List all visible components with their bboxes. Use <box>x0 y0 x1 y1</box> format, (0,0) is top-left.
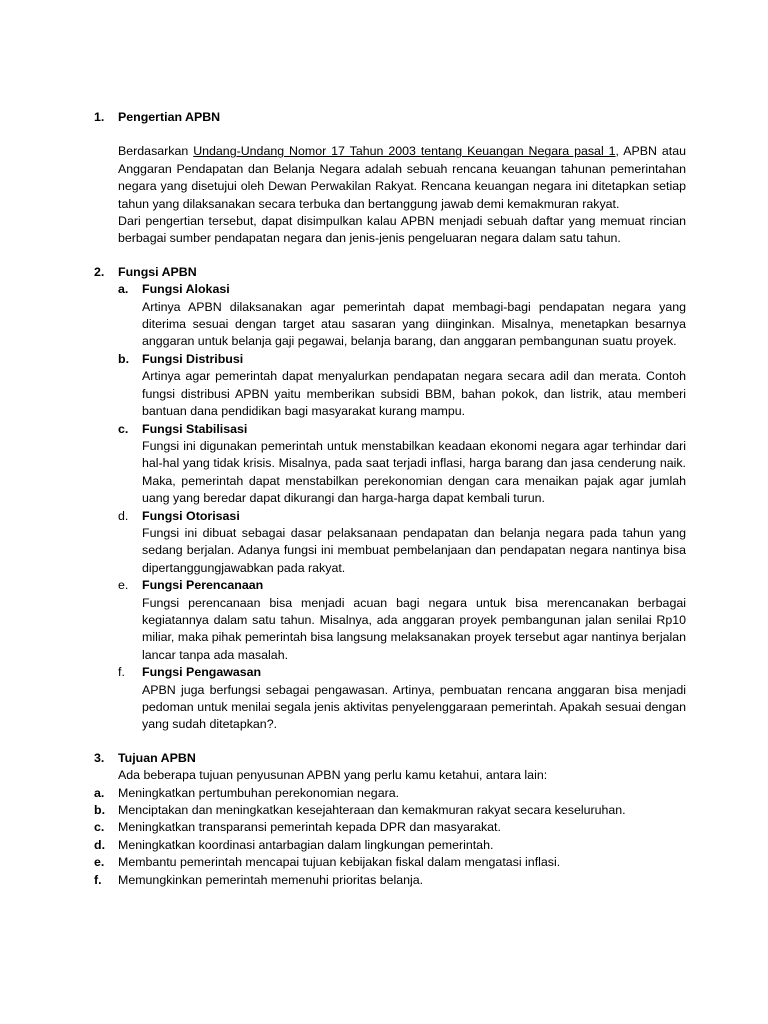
function-text: Fungsi ini dibuat sebagai dasar pelaksanaan pendapatan dan belanja negara pada tahun yang sedang berjalan. Adanya fungsi ini membuat pembelanjaan dan pendapatan negara nantinya bisa dipertanggungjawabkan pada rakyat. <box>142 525 686 575</box>
function-item <box>118 664 686 734</box>
function-title: Fungsi Distribusi <box>142 351 244 366</box>
goal-text: Menciptakan dan meningkatkan kesejahteraan dan kemakmuran rakyat secara keseluruhan. <box>118 803 626 818</box>
goal-item <box>94 872 686 889</box>
item-letter: e. <box>118 578 129 593</box>
section-number: 1. <box>94 110 105 124</box>
function-item <box>118 508 686 578</box>
goal-text: Memungkinkan pemerintah memenuhi prioritas belanja. <box>118 872 424 887</box>
item-letter: f. <box>118 665 125 680</box>
section-title: Fungsi APBN <box>118 264 197 279</box>
section-paragraph <box>118 143 686 213</box>
item-letter: b. <box>118 351 130 366</box>
section-pengertian <box>94 109 686 248</box>
function-item <box>118 577 686 664</box>
function-title: Fungsi Perencanaan <box>142 578 264 593</box>
item-letter: d. <box>118 508 129 523</box>
section-paragraph: Dari pengertian tersebut, dapat disimpulkan kalau APBN menjadi sebuah daftar yang memuat rincian berbagai sumber pendapatan negara dan jenis-jenis pengeluaran negara dalam satu tahun. <box>118 214 686 246</box>
goal-item <box>94 785 686 802</box>
function-text: Artinya agar pemerintah dapat menyalurkan pendapatan negara secara adil dan merata. Contoh fungsi distribusi APBN yaitu memberikan subsidi BBM, bahan pokok, dan listrik, atau memberi bantuan dana pendidikan bagi masyarakat kurang mampu. <box>142 369 686 419</box>
section-fungsi <box>94 264 686 734</box>
goal-text: Meningkatkan koordinasi antarbagian dalam lingkungan pemerintah. <box>118 837 494 852</box>
section-title: Pengertian APBN <box>118 110 221 124</box>
function-text: Fungsi ini digunakan pemerintah untuk menstabilkan keadaan ekonomi negara agar terhindar dari hal-hal yang tidak krisis. Misalnya, pada saat terjadi inflasi, harga barang dan jasa cenderung naik. Maka, pemerintah dapat menstabilkan perekonomian dengan cara menaikan pajak agar jumlah uang yang beredar dapat dikurangi dan harga-harga dapat kembali turun. <box>142 438 686 506</box>
section-title: Tujuan APBN <box>118 750 196 765</box>
goal-text: Meningkatkan pertumbuhan perekonomian negara. <box>118 785 400 800</box>
item-letter: b. <box>94 803 106 818</box>
item-letter: e. <box>94 855 105 870</box>
item-letter: c. <box>94 820 105 835</box>
goal-text: Meningkatkan transparansi pemerintah kepada DPR dan masyarakat. <box>118 820 501 835</box>
section-number: 2. <box>94 264 105 279</box>
paragraph-text: , APBN atau Anggaran Pendapatan dan Belanja Negara adalah sebuah rencana keuangan tahunan pemerintahan negara yang disetujui oleh Dewan Perwakilan Rakyat. Rencana keuangan negara ini ditetapkan setiap tahun yang dilaksanakan secara terbuka dan bertanggung jawab demi kemakmuran rakyat. <box>118 144 686 211</box>
function-title: Fungsi Otorisasi <box>142 508 240 523</box>
law-reference-link[interactable]: Undang-Undang Nomor 17 Tahun 2003 tentang Keuangan Negara pasal 1 <box>193 144 616 159</box>
goal-item <box>94 819 686 836</box>
function-item <box>118 421 686 508</box>
section-tujuan <box>94 750 686 785</box>
item-letter: a. <box>94 785 105 800</box>
goal-item <box>94 802 686 819</box>
function-title: Fungsi Stabilisasi <box>142 421 248 436</box>
goal-list <box>94 785 686 889</box>
item-letter: a. <box>118 282 129 297</box>
goal-text: Membantu pemerintah mencapai tujuan kebijakan fiskal dalam mengatasi inflasi. <box>118 855 561 870</box>
function-text: APBN juga berfungsi sebagai pengawasan. Artinya, pembuatan rencana anggaran bisa menjadi pedoman untuk menilai segala jenis aktivitas penyelenggaraan pemerintah. Apakah sesuai dengan yang sudah ditetapkan?. <box>142 682 686 732</box>
item-letter: c. <box>118 421 129 436</box>
function-text: Fungsi perencanaan bisa menjadi acuan bagi negara untuk bisa merencanakan berbagai kegiatannya dalam satu tahun. Misalnya, ada anggaran proyek pembangunan jalan senilai Rp10 miliar, maka pihak pemerintah bisa langsung melaksanakan proyek tersebut agar nantinya berjalan lancar tanpa ada masalah. <box>142 595 686 662</box>
function-item <box>118 351 686 421</box>
function-title: Fungsi Alokasi <box>142 282 230 297</box>
section-intro: Ada beberapa tujuan penyusunan APBN yang perlu kamu ketahui, antara lain: <box>118 768 548 783</box>
item-letter: d. <box>94 837 106 852</box>
item-letter: f. <box>94 872 102 887</box>
goal-item <box>94 854 686 871</box>
section-number: 3. <box>94 750 105 765</box>
function-item <box>118 281 686 351</box>
paragraph-text: Berdasarkan <box>118 144 194 159</box>
function-text: Artinya APBN dilaksanakan agar pemerintah dapat membagi-bagi pendapatan negara yang diterima sesuai dengan target atau sasaran yang diinginkan. Misalnya, menetapkan besarnya anggaran untuk belanja gaji pegawai, belanja barang, dan anggaran pembangunan suatu proyek. <box>142 299 686 349</box>
function-title: Fungsi Pengawasan <box>142 665 262 680</box>
goal-item <box>94 837 686 854</box>
